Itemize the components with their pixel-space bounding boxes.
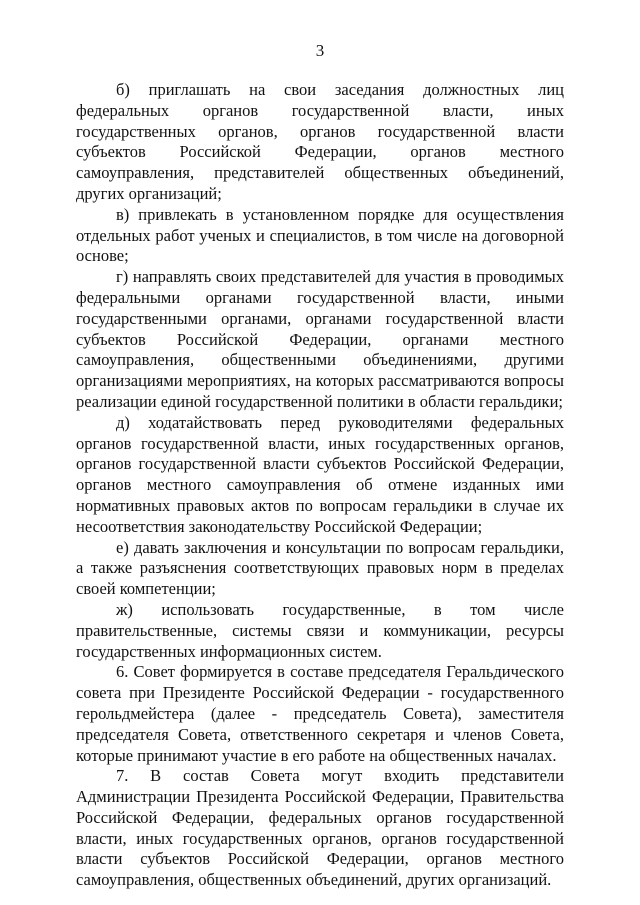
document-body <box>76 80 564 891</box>
paragraph-6: 6. Совет формируется в составе председателя Геральдического совета при Президенте Российской Федерации - государственного герольдмейстера (далее - председатель Совета), заместителя председателя Совета, ответственного секретаря и членов Совета, которые принимают участие в его работе на общественных началах. <box>76 662 564 765</box>
paragraph-v: в) привлекать в установленном порядке для осуществления отдельных работ ученых и специалистов, в том числе на договорной основе; <box>76 204 564 266</box>
paragraph-7: 7. В состав Совета могут входить представители Администрации Президента Российской Федерации, Правительства Российской Федерации, федеральных органов государственной власти, иных государственных органов, органов государственной власти субъектов Российской Федерации, органов местного самоуправления, общественных объединений, других организаций. <box>76 766 564 890</box>
paragraph-e: е) давать заключения и консультации по вопросам геральдики, а также разъяснения соответствующих правовых норм в пределах своей компетенции; <box>76 537 564 599</box>
paragraph-d: д) ходатайствовать перед руководителями федеральных органов государственной власти, иных государственных органов, органов государственной власти субъектов Российской Федерации, органов местного самоуправления об отмене изданных ими нормативных правовых актов по вопросам геральдики в случае их несоответствия законодательству Российской Федерации; <box>76 412 564 536</box>
paragraph-zh: ж) использовать государственные, в том числе правительственные, системы связи и коммуникации, ресурсы государственных информационных систем. <box>76 599 564 661</box>
paragraph-g: г) направлять своих представителей для участия в проводимых федеральными органами государственной власти, иными государственными органами, органами государственной власти субъектов Российской Федерации, органами местного самоуправления, общественными объединениями, другими организациями мероприятиях, на которых рассматриваются вопросы реализации единой государственной политики в области геральдики; <box>76 267 564 411</box>
page-number: 3 <box>315 41 325 60</box>
paragraph-b: б) приглашать на свои заседания должностных лиц федеральных органов государственной власти, иных государственных органов, органов государственной власти субъектов Российской Федерации, органов местного самоуправления, представителей общественных объединений, других организаций; <box>76 80 564 203</box>
